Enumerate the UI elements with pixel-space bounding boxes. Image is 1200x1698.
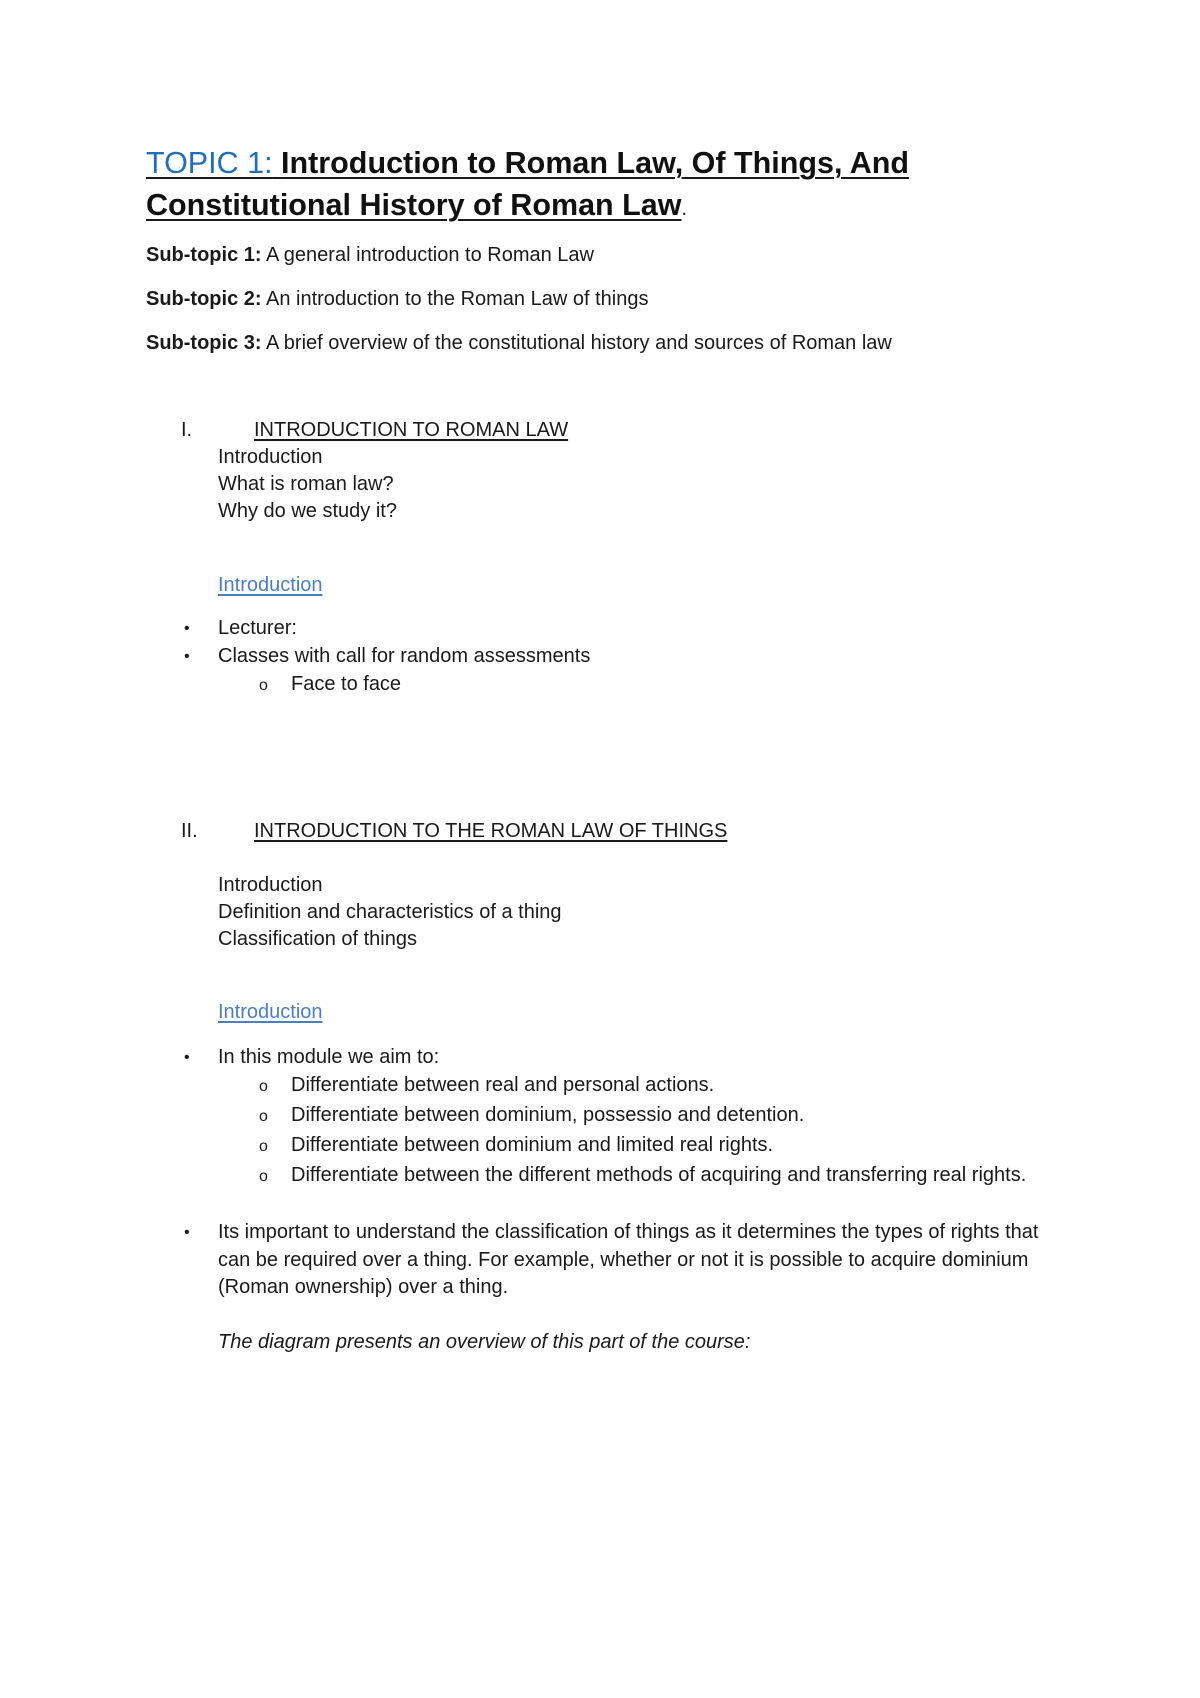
introduction-link[interactable]: Introduction bbox=[218, 1001, 323, 1023]
outline-item: Definition and characteristics of a thing bbox=[218, 901, 562, 923]
sub-bullet-glyph: o bbox=[259, 677, 268, 694]
bullet-glyph: • bbox=[184, 1224, 190, 1241]
introduction-link[interactable]: Introduction bbox=[218, 574, 323, 596]
subtopic-text: A brief overview of the constitutional history and sources of Roman law bbox=[266, 332, 892, 354]
outline-item: Introduction bbox=[218, 446, 323, 468]
bullet-text: In this module we aim to: bbox=[218, 1046, 440, 1068]
sub-bullet-glyph: o bbox=[259, 1138, 268, 1155]
sub-bullet-text: Differentiate between dominium and limited real rights. bbox=[291, 1134, 774, 1156]
bullet-text: Classes with call for random assessments bbox=[218, 645, 591, 667]
title-period: . bbox=[681, 198, 688, 220]
bullet-glyph: • bbox=[184, 648, 190, 665]
bullet-text: Its important to understand the classification of things as it determines the types of rights that can be required over a thing. For example, whether or not it is possible to acquire dominium (Roman ownership) over a thing. bbox=[218, 1221, 1039, 1298]
section-heading: INTRODUCTION TO THE ROMAN LAW OF THINGS bbox=[254, 820, 728, 842]
diagram-caption: The diagram presents an overview of this part of the course: bbox=[218, 1331, 751, 1353]
subtopic-text: An introduction to the Roman Law of things bbox=[266, 288, 649, 310]
subtopic-2 bbox=[146, 286, 648, 312]
sub-bullet-text: Differentiate between the different methods of acquiring and transferring real rights. bbox=[291, 1164, 1027, 1186]
sub-bullet-glyph: o bbox=[259, 1078, 268, 1095]
section-numeral: I. bbox=[181, 419, 193, 441]
sub-bullet-text: Face to face bbox=[291, 673, 402, 695]
section-heading: INTRODUCTION TO ROMAN LAW bbox=[254, 419, 569, 441]
page-title bbox=[146, 142, 1046, 230]
outline-item: Classification of things bbox=[218, 928, 417, 950]
sub-bullet-text: Differentiate between real and personal actions. bbox=[291, 1074, 715, 1096]
subtopic-label: Sub-topic 3: bbox=[146, 332, 262, 354]
sub-bullet-glyph: o bbox=[259, 1168, 268, 1185]
topic-label: TOPIC 1: bbox=[146, 146, 273, 180]
bullet-glyph: • bbox=[184, 1049, 190, 1066]
bullet-text: Lecturer: bbox=[218, 617, 297, 639]
subtopic-3 bbox=[146, 330, 892, 356]
sub-bullet-text: Differentiate between dominium, possessio and detention. bbox=[291, 1104, 805, 1126]
subtopic-label: Sub-topic 2: bbox=[146, 288, 262, 310]
subtopic-1 bbox=[146, 242, 594, 268]
outline-item: What is roman law? bbox=[218, 473, 394, 495]
subtopic-label: Sub-topic 1: bbox=[146, 244, 262, 266]
sub-bullet-glyph: o bbox=[259, 1108, 268, 1125]
topic-title-text: Introduction to Roman Law, Of Things, And Constitutional History of Roman Law bbox=[146, 146, 910, 222]
section-numeral: II. bbox=[181, 820, 198, 842]
subtopic-text: A general introduction to Roman Law bbox=[266, 244, 594, 266]
outline-item: Introduction bbox=[218, 874, 323, 896]
outline-item: Why do we study it? bbox=[218, 500, 397, 522]
bullet-glyph: • bbox=[184, 620, 190, 637]
